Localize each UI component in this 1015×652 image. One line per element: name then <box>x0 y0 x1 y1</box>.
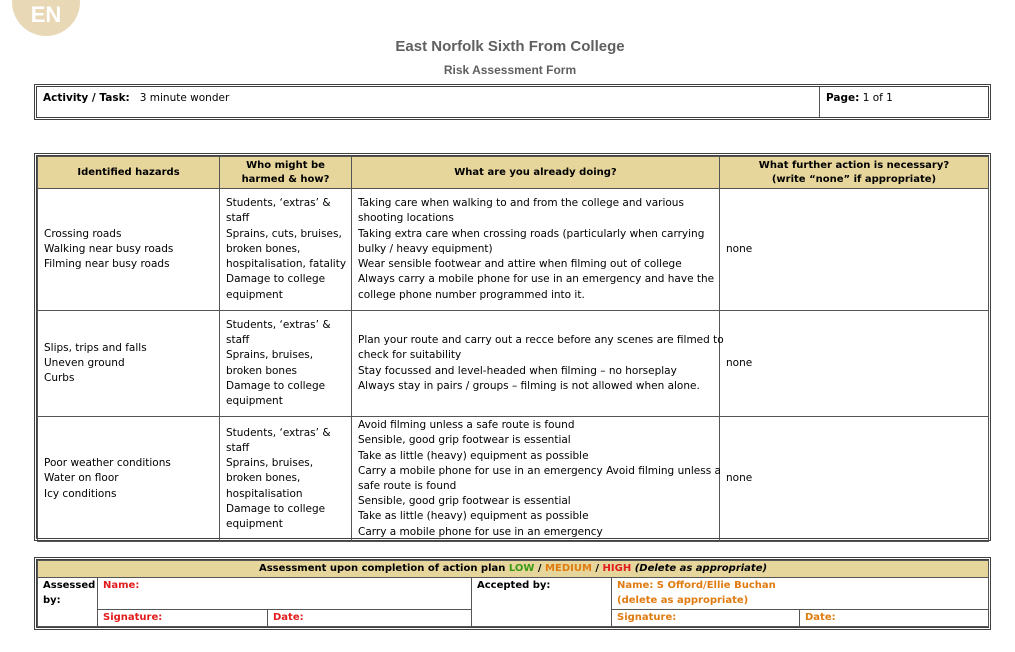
who-harmed-cell-line: staff <box>226 212 250 225</box>
hazard-header-row <box>38 157 989 189</box>
current-measures-cell-line: Sensible, good grip footwear is essential <box>358 495 571 508</box>
assessment-heading <box>38 561 989 578</box>
who-harmed-cell[interactable] <box>220 189 352 311</box>
page-value: 1 of 1 <box>862 92 893 104</box>
current-measures-cell-line: Plan your route and carry out a recce before any scenes are filmed to <box>358 334 724 347</box>
who-harmed-cell-line: equipment <box>226 518 283 530</box>
who-harmed-cell-line: Damage to college <box>226 502 326 515</box>
en-badge-logo: EN <box>12 0 80 36</box>
page-cell <box>820 87 989 117</box>
who-harmed-cell-line: hospitalisation <box>226 487 303 500</box>
current-measures-cell-line: college phone number programmed into it. <box>358 288 585 301</box>
current-measures-cell-line: Carry a mobile phone for use in an emergency Avoid filming unless a <box>358 464 721 477</box>
accepted-name-field[interactable] <box>612 577 989 609</box>
assessment-heading-text: Assessment upon completion of action plan <box>258 563 506 575</box>
separator: / <box>591 563 603 575</box>
current-measures-cell[interactable] <box>352 417 720 542</box>
current-measures-cell-line: Avoid filming unless a safe route is found <box>358 419 575 432</box>
accepted-by-label: Accepted by: <box>472 577 612 626</box>
current-measures-cell-line: Sensible, good grip footwear is essential <box>358 434 571 447</box>
who-harmed-cell-line: staff <box>226 334 250 347</box>
current-measures-cell-line: Stay focussed and level-headed when filming – no horseplay <box>358 364 677 377</box>
current-measures-cell-line: safe route is found <box>358 480 457 492</box>
current-measures-cell-line: Carry a mobile phone for use in an emergency <box>358 525 603 538</box>
col-header-doing: What are you already doing? <box>352 157 720 189</box>
who-harmed-cell-line: Students, ‘extras’ & <box>226 426 331 439</box>
hazard-cell-line: Uneven ground <box>44 356 125 369</box>
delete-note: (Delete as appropriate) <box>634 563 768 575</box>
accepted-signature-field[interactable]: Signature: <box>612 610 800 627</box>
col-header-action <box>720 157 989 189</box>
hazard-row <box>38 189 989 311</box>
hazard-row <box>38 417 989 542</box>
who-harmed-cell[interactable] <box>220 417 352 542</box>
current-measures-cell[interactable] <box>352 189 720 311</box>
further-action-cell[interactable]: none <box>720 311 989 417</box>
who-harmed-cell-line: hospitalisation, fatality <box>226 258 347 271</box>
hazard-cell-line: Walking near busy roads <box>44 242 174 255</box>
current-measures-cell-line: Taking extra care when crossing roads (particularly when carrying <box>358 227 705 240</box>
assessed-date-field[interactable]: Date: <box>268 610 472 627</box>
separator: / <box>534 563 546 575</box>
hazard-cell-line: Curbs <box>44 372 75 385</box>
accepted-date-field[interactable]: Date: <box>800 610 989 627</box>
further-action-cell[interactable]: none <box>720 189 989 311</box>
activity-box <box>34 84 991 120</box>
hazard-cell[interactable] <box>38 189 220 311</box>
who-harmed-cell[interactable] <box>220 311 352 417</box>
hazard-cell[interactable] <box>38 417 220 542</box>
activity-cell <box>37 87 820 117</box>
who-harmed-cell-line: equipment <box>226 394 283 407</box>
current-measures-cell-line: Take as little (heavy) equipment as possible <box>358 449 589 462</box>
hazard-cell-line: Water on floor <box>44 472 119 485</box>
col-header-who: Who might be harmed & how? <box>220 157 352 189</box>
page-label: Page: <box>826 92 860 104</box>
hazard-cell-line: Slips, trips and falls <box>44 341 147 354</box>
assessed-signature-field[interactable]: Signature: <box>98 610 268 627</box>
current-measures-cell-line: Taking care when walking to and from the college and various <box>358 197 684 210</box>
hazard-cell[interactable] <box>38 311 220 417</box>
who-harmed-cell-line: broken bones, <box>226 472 301 485</box>
current-measures-cell-line: Wear sensible footwear and attire when filming out of college <box>358 258 682 271</box>
hazard-table <box>37 156 989 542</box>
who-harmed-cell-line: Damage to college <box>226 273 326 286</box>
col-header-hazards: Identified hazards <box>38 157 220 189</box>
activity-value[interactable]: 3 minute wonder <box>139 92 230 104</box>
current-measures-cell-line: shooting locations <box>358 212 454 225</box>
accepted-note: (delete as appropriate) <box>617 594 749 606</box>
hazard-cell-line: Filming near busy roads <box>44 258 170 271</box>
assessment-table <box>37 560 989 627</box>
who-harmed-cell-line: staff <box>226 441 250 454</box>
form-title: Risk Assessment Form <box>443 63 577 77</box>
risk-high[interactable]: HIGH <box>602 563 632 575</box>
who-harmed-cell-line: Sprains, bruises, <box>226 457 314 470</box>
who-harmed-cell-line: broken bones <box>226 364 298 377</box>
current-measures-cell-line: bulky / heavy equipment) <box>358 242 493 255</box>
assessment-box <box>34 557 991 630</box>
assessed-name-field[interactable]: Name: <box>98 577 472 609</box>
accepted-name: Name: S Offord/Ellie Buchan <box>617 579 776 591</box>
current-measures-cell-line: Always stay in pairs / groups – filming is not allowed when alone. <box>358 379 700 392</box>
current-measures-cell-line: Take as little (heavy) equipment as possible <box>358 510 589 523</box>
hazard-cell-line: Poor weather conditions <box>44 457 171 470</box>
who-harmed-cell-line: Students, ‘extras’ & <box>226 318 331 331</box>
hazard-cell-line: Icy conditions <box>44 487 117 500</box>
who-harmed-cell-line: Sprains, bruises, <box>226 349 314 362</box>
risk-medium[interactable]: MEDIUM <box>545 563 592 575</box>
further-action-cell[interactable]: none <box>720 417 989 542</box>
hazard-row <box>38 311 989 417</box>
current-measures-cell[interactable] <box>352 311 724 417</box>
current-measures-cell-line: Always carry a mobile phone for use in an emergency and have the <box>358 273 715 286</box>
assessed-by-label: Assessed by: <box>38 577 98 626</box>
col-header-action-line2: (write “none” if appropriate) <box>771 173 937 185</box>
activity-label: Activity / Task: <box>43 92 130 104</box>
college-title: East Norfolk Sixth From College <box>395 38 625 55</box>
hazard-table-box <box>34 153 991 541</box>
risk-low[interactable]: LOW <box>508 563 535 575</box>
who-harmed-cell-line: broken bones, <box>226 242 301 255</box>
col-header-action-line1: What further action is necessary? <box>758 159 950 171</box>
who-harmed-cell-line: Damage to college <box>226 379 326 392</box>
hazard-cell-line: Crossing roads <box>44 227 122 240</box>
who-harmed-cell-line: Students, ‘extras’ & <box>226 197 331 210</box>
current-measures-cell-line: check for suitability <box>358 349 462 362</box>
who-harmed-cell-line: Sprains, cuts, bruises, <box>226 227 342 240</box>
who-harmed-cell-line: equipment <box>226 288 283 301</box>
